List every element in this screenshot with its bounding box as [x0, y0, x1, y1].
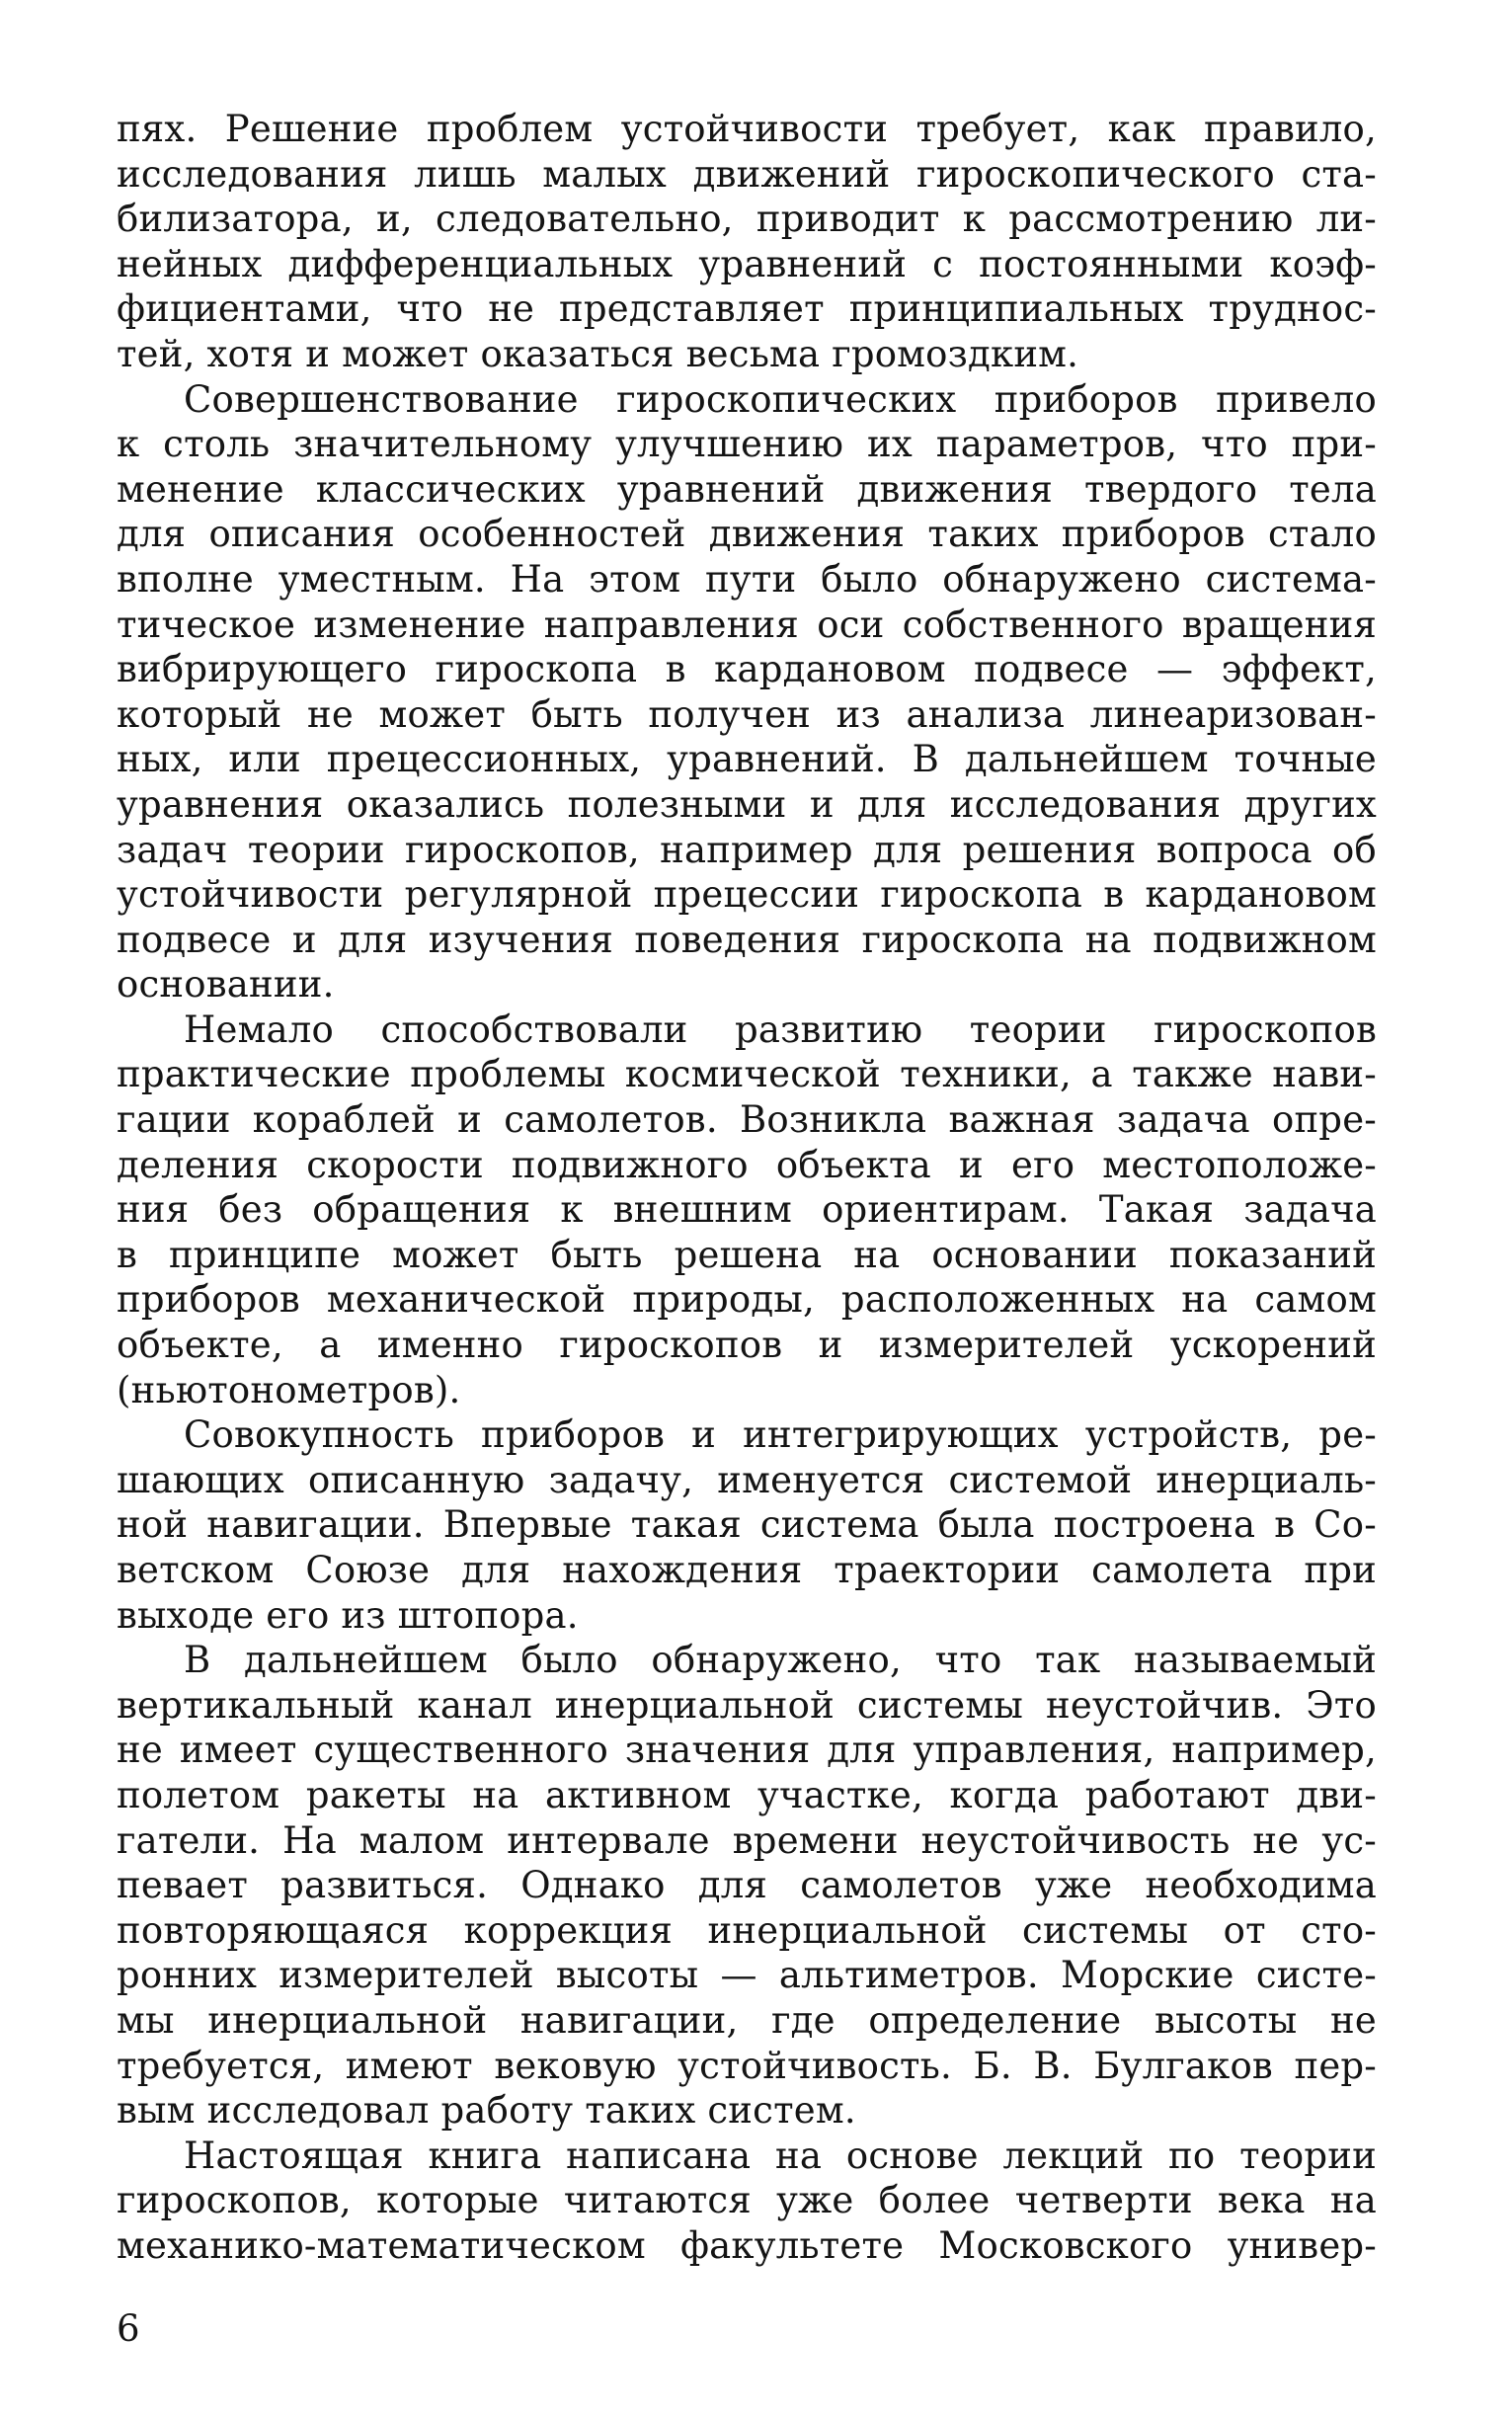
text-line: вертикальный канал инерциальной системы неустойчив. Это [117, 1683, 1377, 1727]
text-line: деления скорости подвижного объекта и его местоположе- [117, 1143, 1377, 1186]
text-line: тей, хотя и может оказаться весьма громоздким. [117, 332, 1079, 375]
text-line: Совокупность приборов и интегрирующих устройств, ре- [184, 1413, 1377, 1457]
text-line: ронних измерителей высоты — альтиметров. Морские систе- [117, 1954, 1377, 1997]
text-line: гироскопов, которые читаются уже более четверти века на [117, 2179, 1377, 2222]
text-line: В дальнейшем было обнаружено, что так называемый [184, 1639, 1377, 1682]
text-line: задач теории гироскопов, например для решения вопроса об [117, 828, 1377, 871]
text-line: уравнения оказались полезными и для исследования других [117, 782, 1377, 826]
text-line: вым исследовал работу таких систем. [117, 2089, 856, 2133]
text-line: объекте, а именно гироскопов и измерителей ускорений [117, 1324, 1377, 1367]
text-line: билизатора, и, следовательно, приводит к рассмотрению ли- [117, 198, 1377, 241]
text-line: который не может быть получен из анализа линеаризован- [117, 692, 1377, 736]
text-line: требуется, имеют вековую устойчивость. Б. В. Булгаков пер- [117, 2044, 1377, 2087]
text-line: (ньютонометров). [117, 1368, 461, 1411]
text-line: ветском Союзе для нахождения траектории самолета при [117, 1549, 1377, 1591]
text-line: ных, или прецессионных, уравнений. В дальнейшем точные [117, 738, 1377, 781]
text-line: менение классических уравнений движения твердого тела [117, 467, 1377, 511]
text-line: вибрирующего гироскопа в кардановом подвесе — эффект, [117, 648, 1377, 691]
text-line: мы инерциальной навигации, где определение высоты не [117, 1998, 1377, 2042]
text-line: гатели. На малом интервале времени неустойчивость не ус- [117, 1818, 1377, 1862]
text-line: в принципе может быть решена на основании показаний [117, 1233, 1377, 1276]
text-line: шающих описанную задачу, именуется системой инерциаль- [117, 1458, 1377, 1501]
page-number: 6 [117, 2307, 140, 2350]
text-line: исследования лишь малых движений гироскопического ста- [117, 152, 1377, 196]
text-line: фициентами, что не представляет принципиальных труднос- [117, 287, 1377, 331]
text-line: механико-математическом факультете Московского универ- [117, 2223, 1377, 2267]
text-line: к столь значительному улучшению их параметров, что при- [117, 423, 1377, 466]
text-line: гации кораблей и самолетов. Возникла важная задача опре- [117, 1098, 1377, 1142]
text-line: Настоящая книга написана на основе лекций по теории [184, 2134, 1377, 2177]
page-body [117, 107, 1377, 2269]
text-line: практические проблемы космической техники, а также нави- [117, 1053, 1377, 1096]
text-line: вполне уместным. На этом пути было обнаружено система- [117, 557, 1377, 601]
text-line: нейных дифференциальных уравнений с постоянными коэф- [117, 242, 1377, 285]
text-line: устойчивости регулярной прецессии гироскопа в кардановом [117, 873, 1377, 917]
text-line: певает развиться. Однако для самолетов уже необходима [117, 1864, 1377, 1907]
text-line: повторяющаяся коррекция инерциальной системы от сто- [117, 1908, 1377, 1952]
text-line: ной навигации. Впервые такая система была построена в Со- [117, 1503, 1377, 1547]
text-line: для описания особенностей движения таких приборов стало [117, 513, 1377, 556]
text-line: Совершенствование гироскопических приборов привело [184, 377, 1377, 421]
text-line: полетом ракеты на активном участке, когда работают дви- [117, 1773, 1377, 1816]
text-line: ния без обращения к внешним ориентирам. Такая задача [117, 1188, 1377, 1232]
text-line: приборов механической природы, расположенных на самом [117, 1278, 1377, 1322]
text-line: подвесе и для изучения поведения гироскопа на подвижном [117, 918, 1377, 961]
text-line: основании. [117, 963, 335, 1007]
text-line: Немало способствовали развитию теории гироскопов [184, 1007, 1377, 1051]
text-line: выходе его из штопора. [117, 1593, 579, 1637]
text-line: не имеет существенного значения для управления, например, [117, 1729, 1377, 1772]
text-line: пях. Решение проблем устойчивости требует, как правило, [117, 108, 1377, 150]
text-line: тическое изменение направления оси собственного вращения [117, 603, 1377, 646]
